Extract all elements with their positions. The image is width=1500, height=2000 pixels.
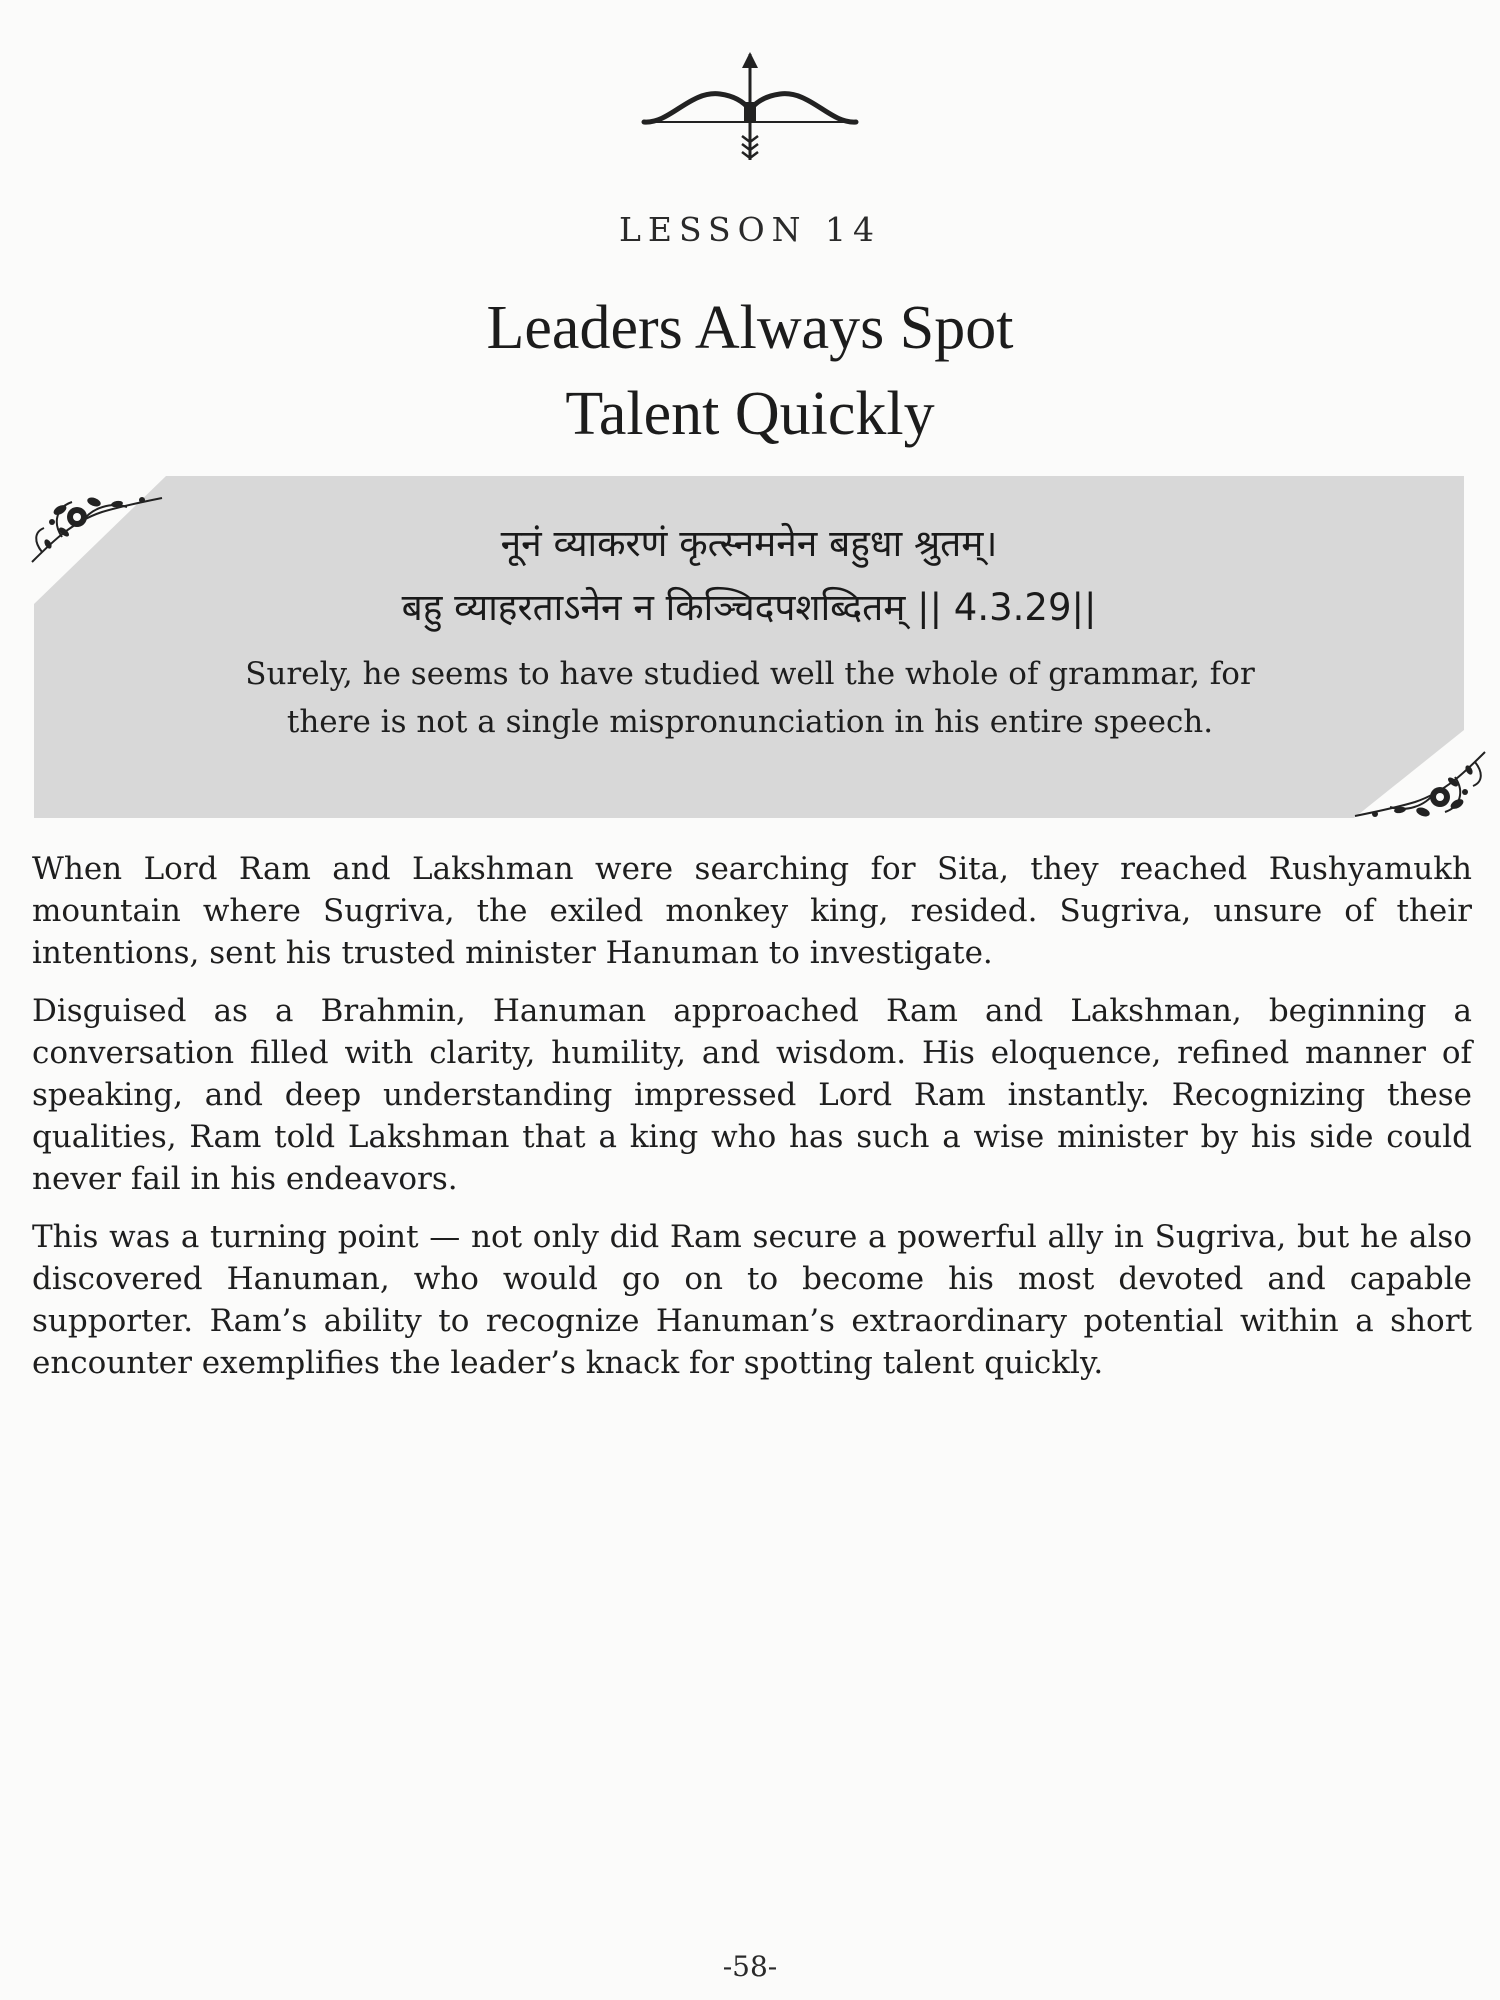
body-paragraph-2: Disguised as a Brahmin, Hanuman approached Ram and Lakshman, beginning a conversation filled with clarity, humility, and wisdom. His eloquence, refined manner of speaking, and deep understanding impressed Lord Ram instantly. Recognizing these qualities, Ram told Lakshman that a king who has such a wise minister by his side could never fail in his endeavors. [32,993,1472,1197]
body-paragraph-3: This was a turning point — not only did Ram secure a powerful ally in Sugriva, but he also discovered Hanuman, who would go on to become his most devoted and capable supporter. Ram’s ability to recognize Hanuman’s extraordinary potential within a short encounter exemplifies the leader’s knack for spotting talent quickly. [32,1219,1472,1381]
sanskrit-verse-line-2: बहु व्याहरताऽनेन न किञ्चिदपशब्दितम् || 4.3.29|| [401,586,1097,629]
lesson-label: LESSON 14 [618,210,882,249]
bow-and-arrow-icon [640,50,860,168]
verse-translation: Surely, he seems to have studied well the whole of grammar, for there is not a single mispronunciation in his entire speech. [245,656,1255,740]
page-number: -58- [722,1950,778,1983]
floral-ornament-icon [1345,742,1495,852]
title-line-2: Talent Quickly [565,380,935,448]
page-title [0,285,1500,457]
body-paragraph-1: When Lord Ram and Lakshman were searching for Sita, they reached Rushyamukh mountain where Sugriva, the exiled monkey king, resided. Sugriva, unsure of their intentions, sent his trusted minister Hanuman to investigate. [32,851,1472,971]
body-text [32,848,1472,1400]
sanskrit-verse-line-1: नूनं व्याकरणं कृत्स्नमनेन बहुधा श्रुतम्। [500,522,998,565]
title-line-1: Leaders Always Spot [486,294,1014,362]
